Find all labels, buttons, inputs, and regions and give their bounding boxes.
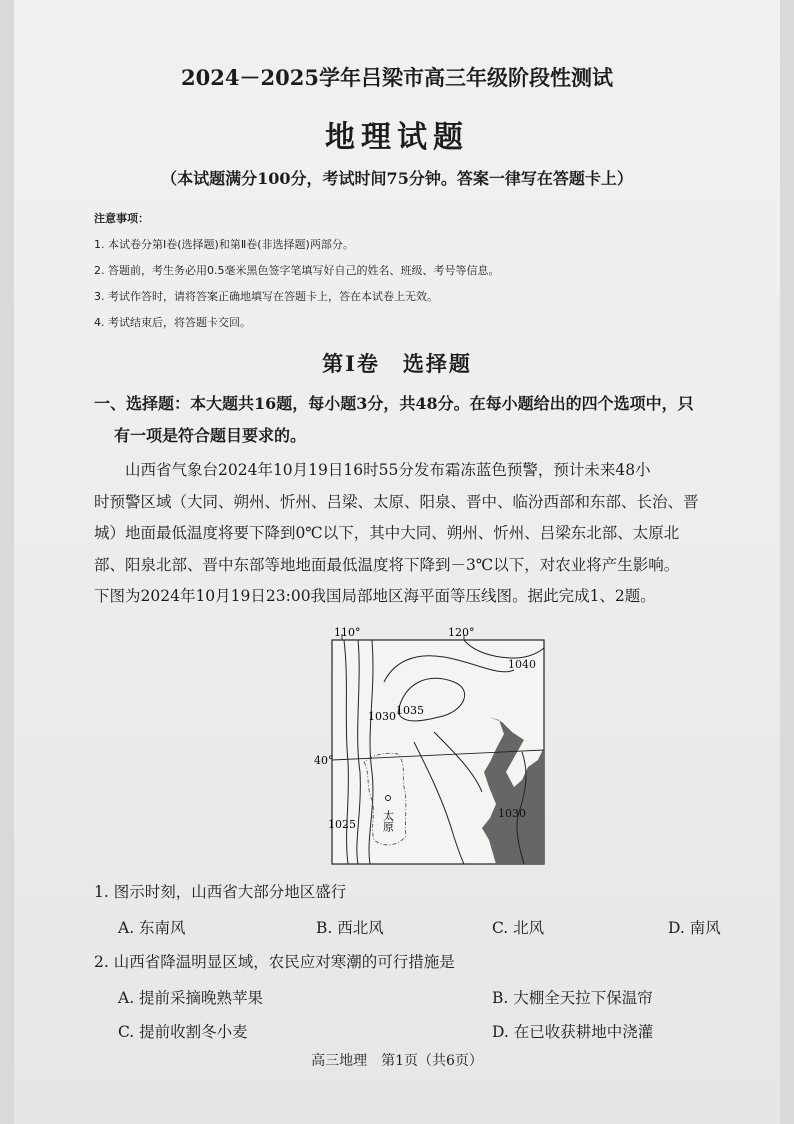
part-intro-line: 有一项是符合题目要求的。: [114, 426, 307, 445]
isobar-label: 1030: [368, 710, 396, 723]
lon-label: 110°: [334, 626, 361, 639]
question-option: C. 北风: [492, 919, 545, 937]
notice-item: 4. 考试结束后，将答题卡交回。: [94, 316, 251, 329]
isobar-label: 1025: [328, 818, 356, 831]
question-option: D. 在已收获耕地中浇灌: [492, 1023, 654, 1041]
isobar-label: 1040: [508, 658, 536, 671]
question-option: D. 南风: [668, 919, 721, 937]
part-intro-line: 一、选择题：本大题共16题，每小题3分，共48分。在每小题给出的四个选项中，只: [94, 394, 694, 413]
question-option: A. 东南风: [118, 919, 186, 937]
notice-item: 3. 考试作答时，请将答案正确地填写在答题卡上，答在本试卷上无效。: [94, 290, 438, 303]
passage-line: 城）地面最低温度将要下降到0℃以下，其中大同、朔州、忻州、吕梁东北部、太原北: [94, 524, 680, 542]
part-intro: [94, 388, 694, 452]
passage-line: 部、阳泉北部、晋中东部等地地面最低温度将下降到－3℃以下，对农业将产生影响。: [94, 555, 680, 574]
question-option: A. 提前采摘晚熟苹果: [118, 989, 264, 1007]
question-stem: 1. 图示时刻，山西省大部分地区盛行: [94, 883, 347, 901]
question-option: C. 提前收割冬小麦: [118, 1023, 248, 1041]
isobar-map: [314, 622, 554, 870]
notice-heading: 注意事项：: [94, 212, 149, 225]
passage: [94, 455, 766, 613]
lat-label: 40°: [314, 754, 334, 767]
passage-line: 时预警区域（大同、朔州、忻州、吕梁、太原、阳泉、晋中、临汾西部和东部、长治、晋: [94, 492, 699, 511]
question-option: B. 大棚全天拉下保温帘: [492, 989, 653, 1007]
passage-line: 下图为2024年10月19日23:00我国局部地区海平面等压线图。据此完成1、2题。: [94, 587, 656, 605]
passage-line: 山西省气象台2024年10月19日16时55分发布霜冻蓝色预警，预计未来48小: [94, 461, 651, 479]
city-label: 太原: [381, 810, 395, 832]
lon-label: 120°: [448, 626, 475, 639]
isobar-label: 1035: [396, 704, 424, 717]
question-stem: 2. 山西省降温明显区域，农民应对寒潮的可行措施是: [94, 953, 455, 971]
exam-instructions: （本试题满分100分，考试时间75分钟。答案一律写在答题卡上）: [161, 169, 633, 188]
section-title: 第Ⅰ卷 选择题: [322, 351, 472, 376]
isobar-label: 1030: [498, 807, 526, 820]
subject-title: 地理试题: [325, 120, 469, 155]
page-footer: 高三地理 第1页（共6页）: [311, 1053, 483, 1069]
exam-title: 2024－2025学年吕梁市高三年级阶段性测试: [181, 65, 613, 90]
notice-item: 2. 答题前，考生务必用0.5毫米黑色签字笔填写好自己的姓名、班级、考号等信息。: [94, 264, 500, 277]
question-option: B. 西北风: [316, 919, 384, 937]
notice-item: 1. 本试卷分第Ⅰ卷(选择题)和第Ⅱ卷(非选择题)两部分。: [94, 238, 354, 251]
